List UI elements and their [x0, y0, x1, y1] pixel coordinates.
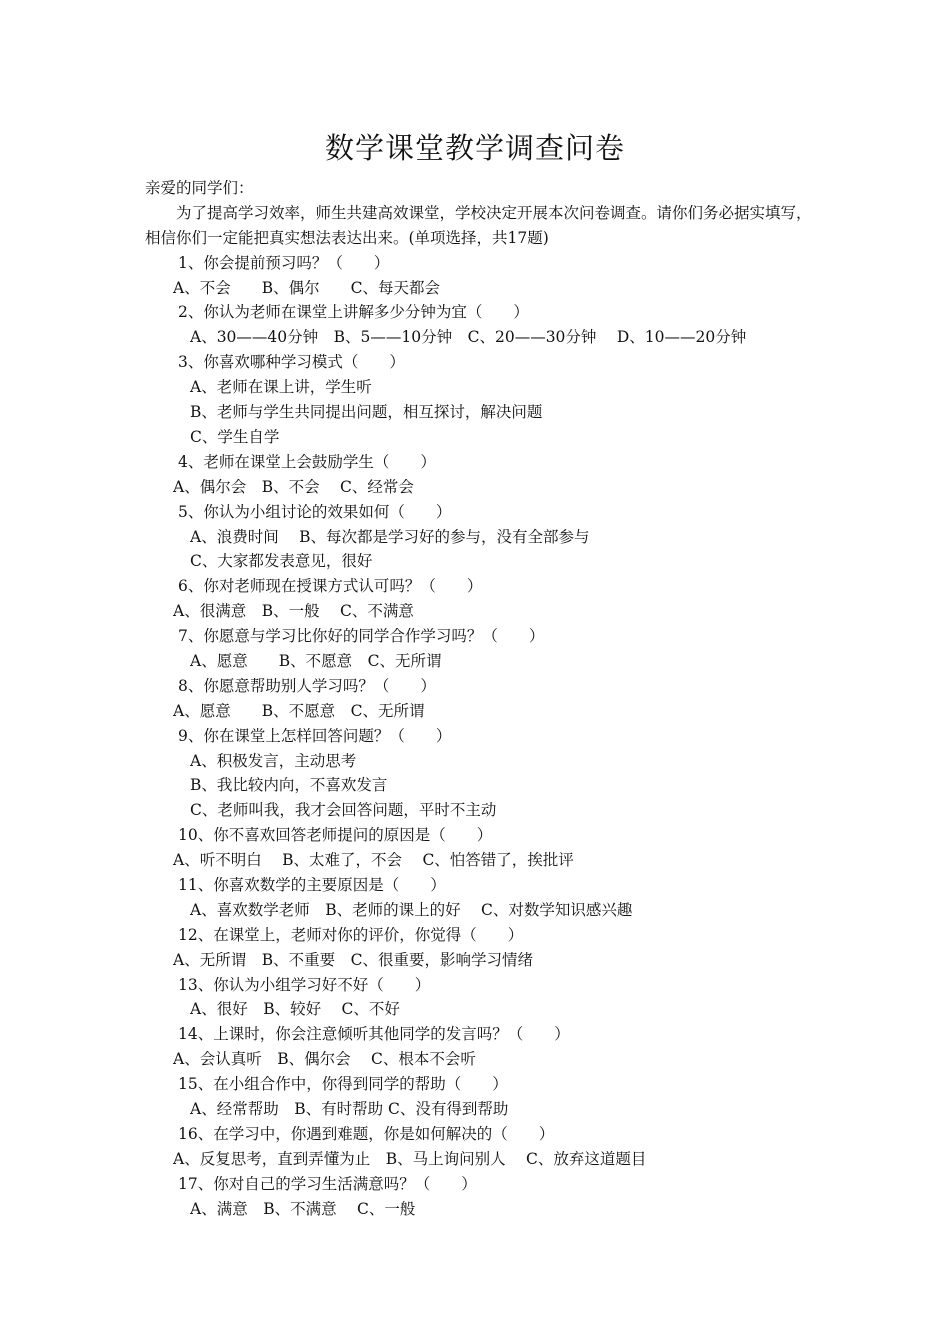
question-options: A、经常帮助 B、有时帮助 C、没有得到帮助 [190, 1099, 509, 1118]
question-text: 16、在学习中，你遇到难题，你是如何解决的（ ） [178, 1124, 555, 1143]
question-text: 12、在课堂上，老师对你的评价，你觉得（ ） [178, 925, 524, 944]
question-options: A、无所谓 B、不重要 C、很重要，影响学习情绪 [173, 950, 533, 969]
question-options: A、会认真听 B、偶尔会 C、根本不会听 [173, 1050, 476, 1069]
question-text: 1、你会提前预习吗？（ ） [178, 253, 390, 272]
question-options: A、反复思考，直到弄懂为止 B、马上询问别人 C、放弃这道题目 [173, 1149, 647, 1168]
question-10 [145, 823, 825, 873]
question-text: 14、上课时，你会注意倾听其他同学的发言吗？（ ） [178, 1025, 570, 1044]
question-14 [145, 1022, 825, 1072]
greeting: 亲爱的同学们： [145, 179, 254, 197]
question-options: A、30——40分钟 B、5——10分钟 C、20——30分钟 D、10——20分钟 [190, 328, 747, 347]
question-13 [145, 973, 825, 1023]
question-options: A、满意 B、不满意 C、一般 [190, 1199, 416, 1218]
question-option-a: A、老师在课上讲，学生听 [190, 378, 372, 397]
question-15 [145, 1072, 825, 1122]
question-text: 15、在小组合作中，你得到同学的帮助（ ） [178, 1075, 508, 1094]
question-options: A、听不明白 B、太难了，不会 C、怕答错了，挨批评 [173, 851, 574, 870]
question-text: 8、你愿意帮助别人学习吗？（ ） [178, 676, 436, 695]
question-5 [145, 500, 825, 575]
intro-paragraph: 为了提高学习效率，师生共建高效课堂，学校决定开展本次问卷调查。请你们务必据实填写，相信你们一定能把真实想法表达出来。(单项选择，共17题) [145, 203, 812, 247]
question-text: 3、你喜欢哪种学习模式（ ） [178, 353, 405, 372]
question-options: A、偶尔会 B、不会 C、经常会 [173, 477, 414, 496]
question-16 [145, 1122, 825, 1172]
question-text: 4、老师在课堂上会鼓励学生（ ） [178, 452, 436, 471]
question-text: 2、你认为老师在课堂上讲解多少分钟为宜（ ） [178, 303, 529, 322]
question-text: 13、你认为小组学习好不好（ ） [178, 975, 431, 994]
question-text: 7、你愿意与学习比你好的同学合作学习吗？（ ） [178, 627, 545, 646]
question-options: A、喜欢数学老师 B、老师的课上的好 C、对数学知识感兴趣 [190, 900, 633, 919]
question-12 [145, 923, 825, 973]
question-text: 5、你认为小组讨论的效果如何（ ） [178, 502, 452, 521]
question-option-b: B、我比较内向，不喜欢发言 [190, 776, 388, 795]
question-4 [145, 450, 825, 500]
question-3 [145, 350, 825, 450]
question-option-b: B、老师与学生共同提出问题，相互探讨，解决问题 [190, 403, 543, 422]
question-options: A、很满意 B、一般 C、不满意 [173, 602, 414, 621]
question-1 [145, 251, 825, 301]
question-options: A、很好 B、较好 C、不好 [190, 1000, 400, 1019]
question-2 [145, 300, 825, 350]
question-options: A、愿意 B、不愿意 C、无所谓 [190, 651, 442, 670]
question-option-ab: A、浪费时间 B、每次都是学习好的参与，没有全部参与 [190, 527, 590, 546]
question-option-a: A、积极发言，主动思考 [190, 751, 357, 770]
question-6 [145, 574, 825, 624]
question-text: 9、你在课堂上怎样回答问题？（ ） [178, 726, 452, 745]
question-8 [145, 674, 825, 724]
question-text: 11、你喜欢数学的主要原因是（ ） [178, 875, 446, 894]
question-7 [145, 624, 825, 674]
question-17 [145, 1172, 825, 1222]
question-text: 17、你对自己的学习生活满意吗？（ ） [178, 1174, 477, 1193]
question-text: 10、你不喜欢回答老师提问的原因是（ ） [178, 826, 493, 845]
question-options: A、愿意 B、不愿意 C、无所谓 [173, 701, 425, 720]
question-11 [145, 873, 825, 923]
question-9 [145, 724, 825, 824]
questionnaire-body [145, 176, 825, 1221]
question-option-c: C、老师叫我，我才会回答问题，平时不主动 [190, 801, 497, 820]
question-options: A、不会 B、偶尔 C、每天都会 [173, 278, 440, 297]
question-option-c: C、大家都发表意见，很好 [190, 552, 373, 571]
page-title: 数学课堂教学调查问卷 [324, 131, 625, 165]
question-text: 6、你对老师现在授课方式认可吗？（ ） [178, 577, 483, 596]
question-option-c: C、学生自学 [190, 427, 280, 446]
